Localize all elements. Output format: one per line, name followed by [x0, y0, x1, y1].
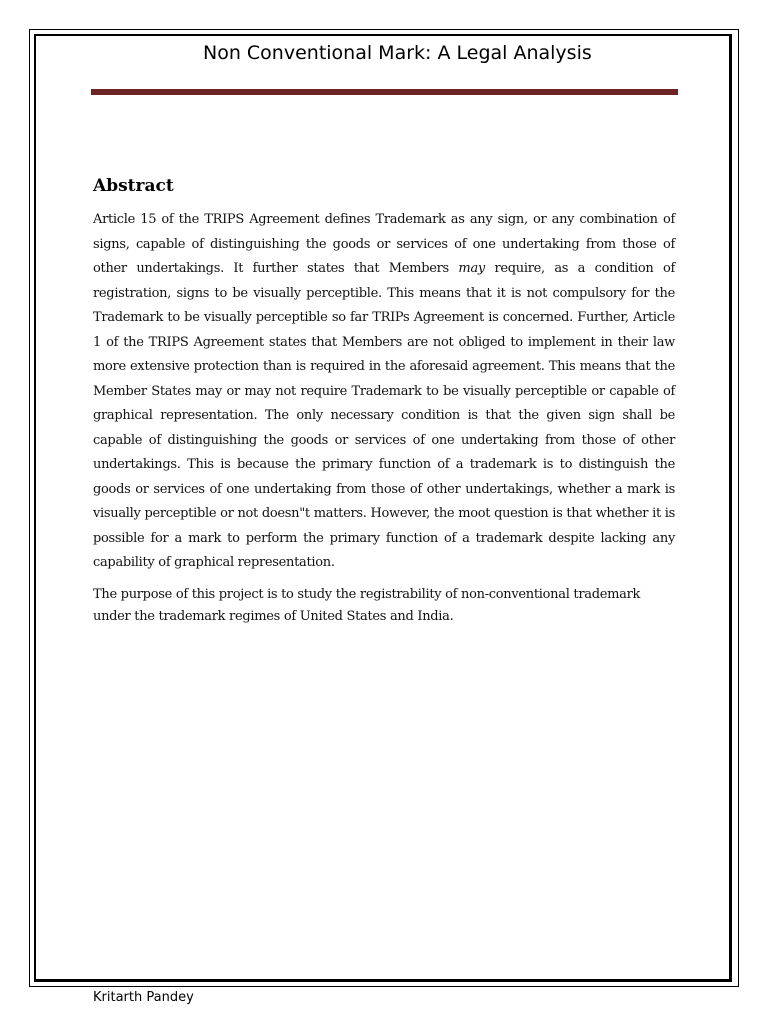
footer-author: Kritarth Pandey: [93, 990, 194, 1005]
header-title: Non Conventional Mark: A Legal Analysis: [203, 42, 592, 64]
section-heading-abstract: Abstract: [93, 176, 174, 196]
abstract-paragraph-2: The purpose of this project is to study the registrability of non-conventional trademark under the trademark regimes of United States and India.: [93, 587, 641, 624]
abstract-paragraph-1: [93, 208, 675, 576]
paragraph-1-emphasis: may: [458, 261, 485, 276]
header-rule: [91, 89, 678, 95]
paragraph-1-text-a: Article 15 of the TRIPS Agreement defines Trademark as any sign, or any combination of signs, capable of distinguishing the goods or services of one undertaking from those of other undertakings. It further states that Members: [93, 212, 675, 276]
paragraph-1-text-b: require, as a condition of registration, signs to be visually perceptible. This means that it is not compulsory for the Trademark to be visually perceptible so far TRIPs Agreement is concerned. Further, Article 1 of the TRIPS Agreement states that Members are not obliged to implement in their law more extensive protection than is required in the aforesaid agreement. This means that the Member States may or may not require Trademark to be visually perceptible or capable of graphical representation. The only necessary condition is that the given sign shall be capable of distinguishing the goods or services of one undertaking from those of other undertakings. This is because the primary function of a trademark is to distinguish the goods or services of one undertaking from those of other undertakings, whether a mark is visually perceptible or not doesn"t matters. However, the moot question is that whether it is possible for a mark to perform the primary function of a trademark despite lacking any capability of graphical representation.: [93, 261, 675, 570]
